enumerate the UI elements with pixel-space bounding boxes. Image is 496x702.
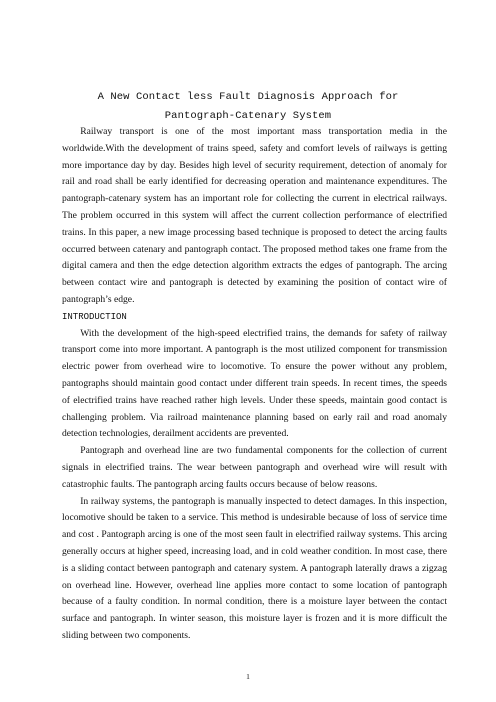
intro-paragraph-2: Pantograph and overhead line are two fundamental components for the collection of current signals in electrified trains. The wear between pantograph and overhead wire will result with catastrophic faults. The pantograph arcing faults occurs because of below reasons. <box>62 445 447 490</box>
section-heading-introduction: INTRODUCTION <box>62 311 127 322</box>
title-line-1: A New Contact less Fault Diagnosis Approach for <box>97 91 399 103</box>
abstract-paragraph: Railway transport is one of the most important mass transportation media in the worldwide.With the development of trains speed, safety and comfort levels of railways is getting more importance day by day. Besides high level of security requirement, detection of anomaly for rail and road shall be early identified for decreasing operation and maintenance expenditures. The pantograph-catenary system has an important role for collecting the current in electrical railways. The problem occurred in this system will affect the current collection performance of electrified trains. In this paper, a new image processing based technique is proposed to detect the arcing faults occurred between catenary and pantograph contact. The proposed method takes one frame from the digital camera and then the edge detection algorithm extracts the edges of pantograph. The arcing between contact wire and pantograph is detected by examining the position of contact wire of pantograph’s edge. <box>62 126 447 305</box>
page-number: 1 <box>246 672 250 681</box>
title-line-2: Pantograph-Catenary System <box>164 110 332 122</box>
intro-paragraph-1: With the development of the high-speed electrified trains, the demands for safety of railway transport come into more important. A pantograph is the most utilized component for transmission electric power from overhead wire to locomotive. To ensure the power without any problem, pantographs should maintain good contact under different train speeds. In recent times, the speeds of electrified trains have reached rather high levels. Under these speeds, maintain good contact is challenging problem. Via railroad maintenance planning based on early rail and road anomaly detection technologies, derailment accidents are prevented. <box>62 327 447 440</box>
intro-paragraph-3: In railway systems, the pantograph is manually inspected to detect damages. In this inspection, locomotive should be taken to a service. This method is undesirable because of loss of service time and cost . Pantograph arcing is one of the most seen fault in electrified railway systems. This arcing generally occurs at higher speed, increasing load, and in cold weather condition. In most case, there is a sliding contact between pantograph and catenary system. A pantograph laterally draws a zigzag on overhead line. However, overhead line applies more contact to some location of pantograph because of a faulty condition. In normal condition, there is a moisture layer between the contact surface and pantograph. In winter season, this moisture layer is frozen and it is more difficult the sliding between two components. <box>62 495 447 641</box>
document-body <box>62 124 447 645</box>
